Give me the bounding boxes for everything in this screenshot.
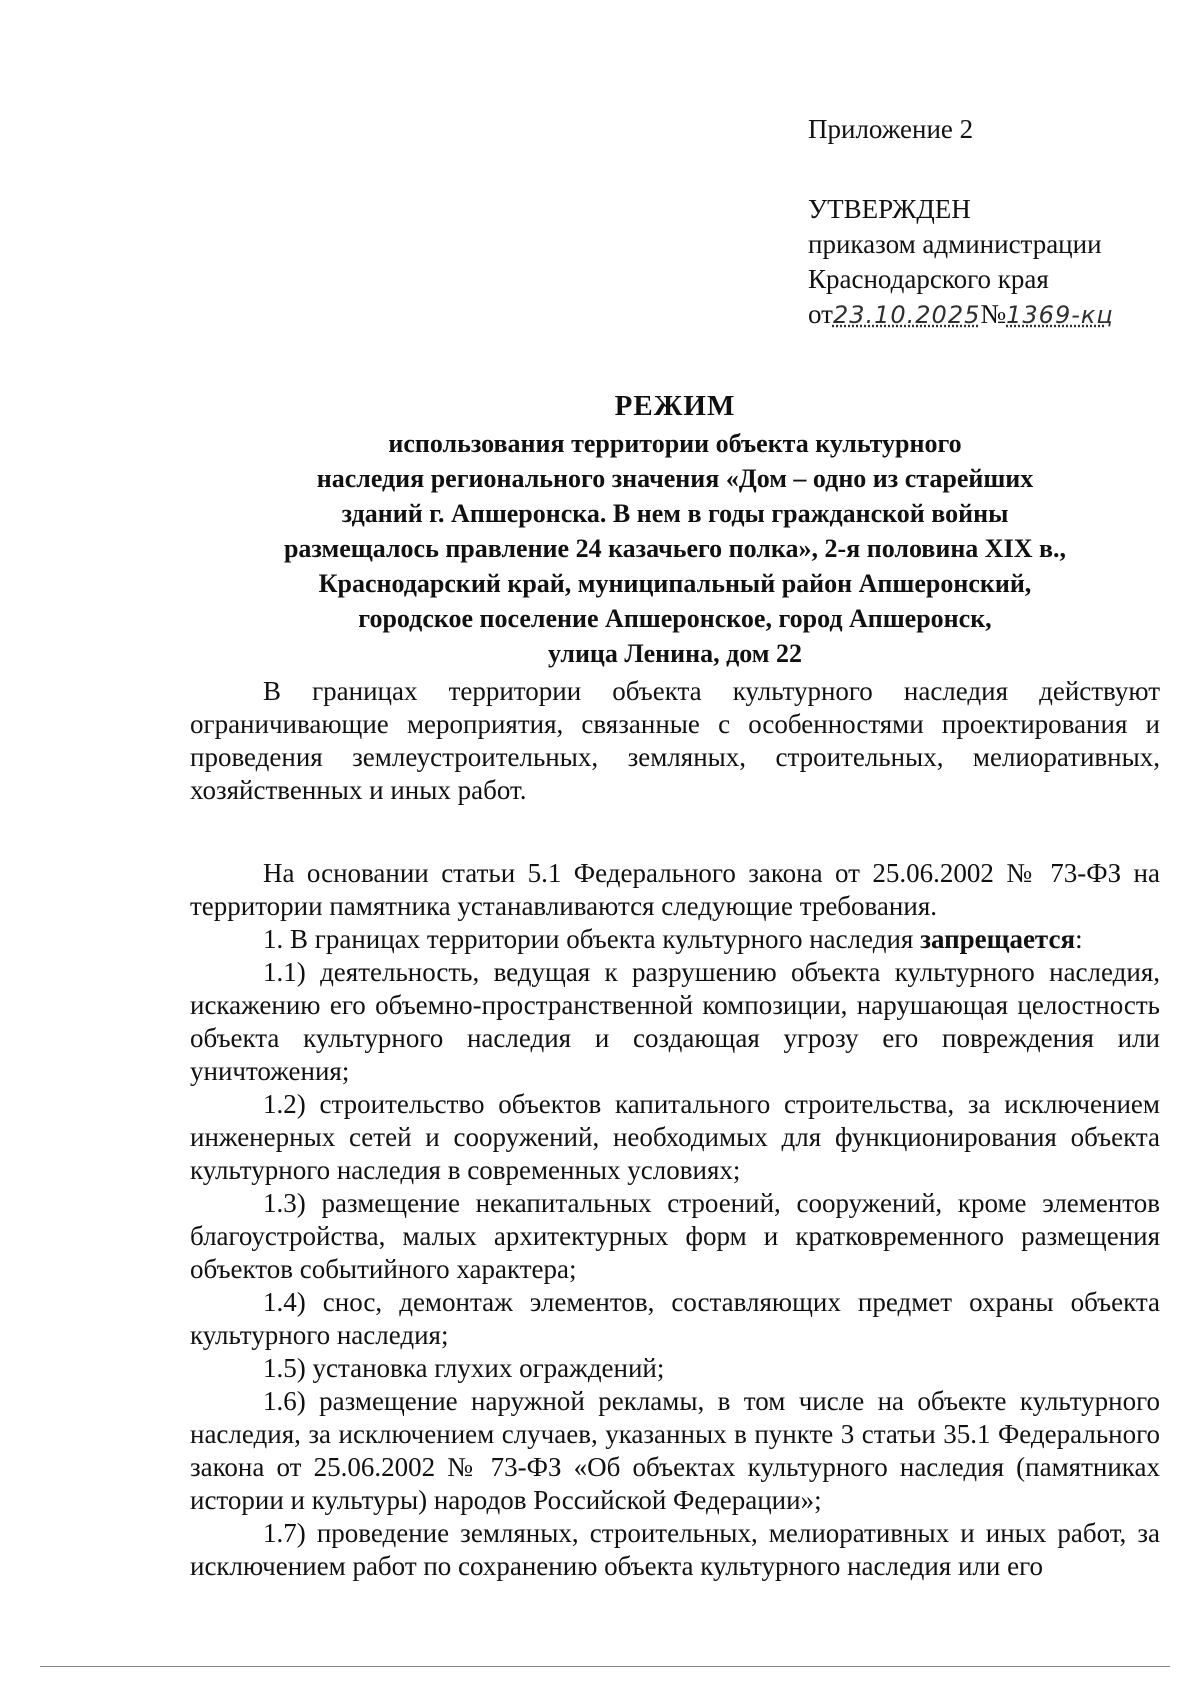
basis-paragraph: На основании статьи 5.1 Федерального закона от 25.06.2002 № 73-ФЗ на территории памятника устанавливаются следующие требования. — [190, 858, 1160, 921]
list-item: 1.2) строительство объектов капитального строительства, за исключением инженерных сетей и сооружений, необходимых для функционирования объекта культурного наследия в современных условиях; — [190, 1089, 1160, 1185]
handwritten-number: 1369-кц — [1006, 301, 1114, 329]
title-line: Краснодарский край, муниципальный район Апшеронский, — [318, 569, 1032, 598]
intro-paragraph: В границах территории объекта культурного наследия действуют ограничивающие мероприятия, связанные с особенностями проектирования и проведения землеустроительных, земляных, строительных, мелиоративных, хозяйственных и иных работ. — [190, 676, 1160, 805]
approved-region: Краснодарского края — [808, 264, 1049, 294]
appendix-label: Приложение 2 — [808, 114, 974, 144]
footer-divider — [40, 1666, 1170, 1667]
item-1-prohibited: запрещается — [920, 924, 1076, 954]
approval-block — [808, 112, 1168, 333]
document-title: РЕЖИМ — [614, 390, 736, 422]
approved-label: УТВЕРЖДЕН — [808, 194, 971, 224]
title-line: наследия регионального значения «Дом – одно из старейших — [316, 464, 1034, 493]
list-item: 1.6) размещение наружной рекламы, в том числе на объекте культурного наследия, за исключением случаев, указанных в пункте 3 статьи 35.1 Федерального закона от 25.06.2002 № 73-ФЗ «Об объектах культурного наследия (памятниках истории и культуры) народов Российской Федерации»; — [190, 1386, 1160, 1515]
document-title-block — [190, 386, 1160, 671]
number-prefix: № — [980, 299, 1007, 329]
approved-by-order: приказом администрации — [808, 229, 1102, 259]
order-date-number — [808, 297, 1168, 333]
item-1-text: 1. В границах территории объекта культурного наследия — [263, 924, 921, 954]
title-line: городское поселение Апшеронское, город Апшеронск, — [358, 604, 992, 633]
title-line: использования территории объекта культурного — [388, 429, 962, 458]
title-line: размещалось правление 24 казачьего полка», 2-я половина XIX в., — [283, 534, 1067, 563]
title-line: зданий г. Апшеронска. В нем в годы гражданской войны — [341, 499, 1009, 528]
list-item: 1.4) снос, демонтаж элементов, составляющих предмет охраны объекта культурного наследия; — [190, 1287, 1160, 1350]
item-1-colon: : — [1075, 924, 1083, 954]
list-item: 1.1) деятельность, ведущая к разрушению объекта культурного наследия, искажению его объемно-пространственной композиции, нарушающая целостность объекта культурного наследия и создающая угрозу его повреждения или уничтожения; — [190, 957, 1160, 1086]
item-1-paragraph — [190, 923, 1160, 956]
date-prefix: от — [808, 299, 833, 329]
document-body — [190, 675, 1160, 1583]
list-item: 1.7) проведение земляных, строительных, мелиоративных и иных работ, за исключением работ по сохранению объекта культурного наследия или его — [190, 1518, 1160, 1581]
list-item: 1.5) установка глухих ограждений; — [263, 1353, 665, 1383]
handwritten-date: 23.10.2025 — [832, 301, 981, 329]
list-item: 1.3) размещение некапитальных строений, сооружений, кроме элементов благоустройства, малых архитектурных форм и кратковременного размещения объектов событийного характера; — [190, 1188, 1160, 1284]
title-line: улица Ленина, дом 22 — [548, 639, 802, 668]
